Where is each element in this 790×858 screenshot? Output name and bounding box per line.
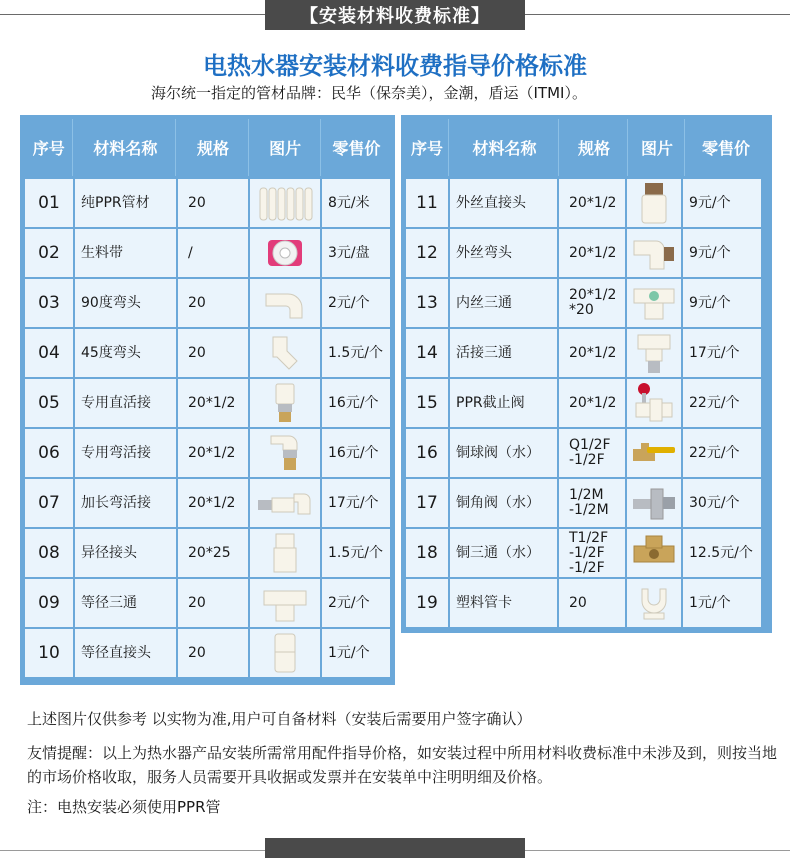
material-name: 加长弯活接 — [75, 479, 176, 527]
material-name: 塑料管卡 — [450, 579, 557, 627]
table-row — [25, 529, 390, 577]
material-image — [250, 429, 320, 477]
reducer-icon — [268, 532, 302, 574]
price: 8元/米 — [322, 179, 390, 227]
material-image — [627, 529, 681, 577]
banner-line-right — [525, 14, 790, 15]
spec: 20*1/2 — [559, 379, 625, 427]
price: 2元/个 — [322, 579, 390, 627]
material-name: 异径接头 — [75, 529, 176, 577]
row-no: 03 — [25, 279, 73, 327]
material-image — [250, 179, 320, 227]
material-name: 铜角阀（水） — [450, 479, 557, 527]
spec: 20*1/2 — [559, 179, 625, 227]
table-header — [25, 119, 390, 176]
table-row — [25, 279, 390, 327]
row-no: 10 — [25, 629, 73, 677]
price: 9元/个 — [683, 279, 761, 327]
row-no: 18 — [406, 529, 448, 577]
material-image — [627, 329, 681, 377]
elbow-90-icon — [260, 284, 310, 322]
material-name: 专用弯活接 — [75, 429, 176, 477]
row-no: 02 — [25, 229, 73, 277]
coupling-icon — [270, 632, 300, 674]
col-header-price: 零售价 — [332, 139, 381, 158]
row-no: 01 — [25, 179, 73, 227]
page-title: 电热水器安装材料收费指导价格标准 — [203, 52, 587, 80]
table-row — [25, 179, 390, 227]
price: 17元/个 — [322, 479, 390, 527]
row-no: 14 — [406, 329, 448, 377]
table-row — [25, 379, 390, 427]
table-row — [25, 229, 390, 277]
material-image — [627, 229, 681, 277]
ptfe-tape-icon — [260, 234, 310, 272]
table-row — [25, 429, 390, 477]
spec: / — [178, 229, 248, 277]
material-name: 等径三通 — [75, 579, 176, 627]
material-name: 90度弯头 — [75, 279, 176, 327]
spec: 20*1/2 — [559, 229, 625, 277]
long-elbow-union-icon — [254, 486, 316, 520]
col-header-price: 零售价 — [701, 139, 750, 158]
spec: 1/2M -1/2M — [559, 479, 625, 527]
reminder-note: 友情提醒：以上为热水器产品安装所需常用配件指导价格，如安装过程中所用材料收费标准中未涉及到，则按当地的市场价格收取，服务人员需要开具收据或发票并在安装单中注明明细及价格。 — [27, 744, 778, 786]
table-row — [406, 529, 767, 577]
col-header-name: 材料名称 — [451, 119, 559, 176]
price: 2元/个 — [322, 279, 390, 327]
row-no: 04 — [25, 329, 73, 377]
table-row — [406, 479, 767, 527]
brass-ball-valve-icon — [629, 433, 679, 473]
male-elbow-icon — [630, 233, 678, 273]
material-name: 外丝弯头 — [450, 229, 557, 277]
spec: 20*1/2 — [178, 429, 248, 477]
table-row — [25, 629, 390, 677]
spec: 20*1/2 — [559, 329, 625, 377]
straight-union-icon — [270, 382, 300, 424]
material-image — [627, 179, 681, 227]
table-row — [406, 429, 767, 477]
row-no: 05 — [25, 379, 73, 427]
material-image — [250, 329, 320, 377]
material-image — [250, 479, 320, 527]
brand-subtitle: 海尔统一指定的管材品牌：民华（保奈美），金潮，盾运（ITMI）。 — [151, 84, 587, 102]
table-row — [406, 229, 767, 277]
col-header-image: 图片 — [630, 119, 685, 176]
spec: 20*25 — [178, 529, 248, 577]
material-image — [250, 379, 320, 427]
col-header-name: 材料名称 — [75, 119, 176, 176]
material-name: 铜三通（水） — [450, 529, 557, 577]
price: 16元/个 — [322, 429, 390, 477]
spec: 20*1/2 *20 — [559, 279, 625, 327]
price: 17元/个 — [683, 329, 761, 377]
price: 1元/个 — [683, 579, 761, 627]
material-name: 45度弯头 — [75, 329, 176, 377]
material-name: 等径直接头 — [75, 629, 176, 677]
price: 1.5元/个 — [322, 329, 390, 377]
price-table-right — [401, 115, 772, 633]
row-no: 11 — [406, 179, 448, 227]
material-name: 内丝三通 — [450, 279, 557, 327]
material-name: PPR截止阀 — [450, 379, 557, 427]
spec: 20 — [178, 579, 248, 627]
elbow-45-icon — [265, 333, 305, 373]
material-image — [627, 479, 681, 527]
row-no: 15 — [406, 379, 448, 427]
material-name: 生料带 — [75, 229, 176, 277]
material-image — [250, 529, 320, 577]
table-row — [25, 579, 390, 627]
row-no: 13 — [406, 279, 448, 327]
col-header-spec: 规格 — [561, 119, 628, 176]
section-banner: 【安装材料收费标准】 — [265, 0, 525, 30]
ppr-note: 注：电热安装必须使用PPR管 — [27, 798, 221, 816]
material-image — [627, 429, 681, 477]
material-image — [250, 579, 320, 627]
material-name: 外丝直接头 — [450, 179, 557, 227]
spec: 20*1/2 — [178, 479, 248, 527]
price: 1.5元/个 — [322, 529, 390, 577]
table-header — [406, 119, 767, 176]
table-row — [406, 379, 767, 427]
next-section-banner — [265, 838, 525, 858]
material-image — [627, 379, 681, 427]
table-row — [406, 279, 767, 327]
male-coupling-icon — [636, 181, 672, 225]
banner-line-left — [0, 14, 265, 15]
spec: 20*1/2 — [178, 379, 248, 427]
brass-tee-icon — [630, 532, 678, 574]
col-header-image: 图片 — [251, 119, 321, 176]
material-image — [250, 229, 320, 277]
ppr-pipe-icon — [256, 184, 314, 222]
spec: 20 — [178, 329, 248, 377]
table-row — [406, 179, 767, 227]
female-tee-icon — [630, 283, 678, 323]
reference-note: 上述图片仅供参考 以实物为准,用户可自备材料（安装后需要用户签字确认） — [27, 710, 532, 728]
price-table-left — [20, 115, 395, 685]
col-header-spec: 规格 — [178, 119, 248, 176]
pipe-clip-icon — [634, 583, 674, 623]
table-row — [406, 329, 767, 377]
material-name: 专用直活接 — [75, 379, 176, 427]
table-row — [25, 479, 390, 527]
spec: T1/2F -1/2F -1/2F — [559, 529, 625, 577]
spec: 20 — [178, 179, 248, 227]
row-no: 17 — [406, 479, 448, 527]
price: 30元/个 — [683, 479, 761, 527]
row-no: 06 — [25, 429, 73, 477]
price: 9元/个 — [683, 179, 761, 227]
spec: Q1/2F -1/2F — [559, 429, 625, 477]
row-no: 16 — [406, 429, 448, 477]
elbow-union-icon — [265, 432, 305, 474]
row-no: 12 — [406, 229, 448, 277]
spec: 20 — [178, 629, 248, 677]
price: 22元/个 — [683, 379, 761, 427]
col-header-no: 序号 — [406, 119, 449, 176]
material-name: 铜球阀（水） — [450, 429, 557, 477]
tee-icon — [260, 583, 310, 623]
material-image — [627, 579, 681, 627]
col-header-no: 序号 — [25, 119, 73, 176]
material-image — [250, 279, 320, 327]
table-row — [25, 329, 390, 377]
material-name: 纯PPR管材 — [75, 179, 176, 227]
row-no: 08 — [25, 529, 73, 577]
material-image — [627, 279, 681, 327]
table-row — [406, 579, 767, 627]
stop-valve-icon — [630, 381, 678, 425]
row-no: 09 — [25, 579, 73, 627]
union-tee-icon — [632, 331, 676, 375]
material-name: 活接三通 — [450, 329, 557, 377]
price: 22元/个 — [683, 429, 761, 477]
angle-valve-icon — [629, 483, 679, 523]
row-no: 07 — [25, 479, 73, 527]
price: 16元/个 — [322, 379, 390, 427]
row-no: 19 — [406, 579, 448, 627]
price: 1元/个 — [322, 629, 390, 677]
spec: 20 — [178, 279, 248, 327]
price: 3元/盘 — [322, 229, 390, 277]
price: 9元/个 — [683, 229, 761, 277]
spec: 20 — [559, 579, 625, 627]
price: 12.5元/个 — [683, 529, 761, 577]
material-image — [250, 629, 320, 677]
